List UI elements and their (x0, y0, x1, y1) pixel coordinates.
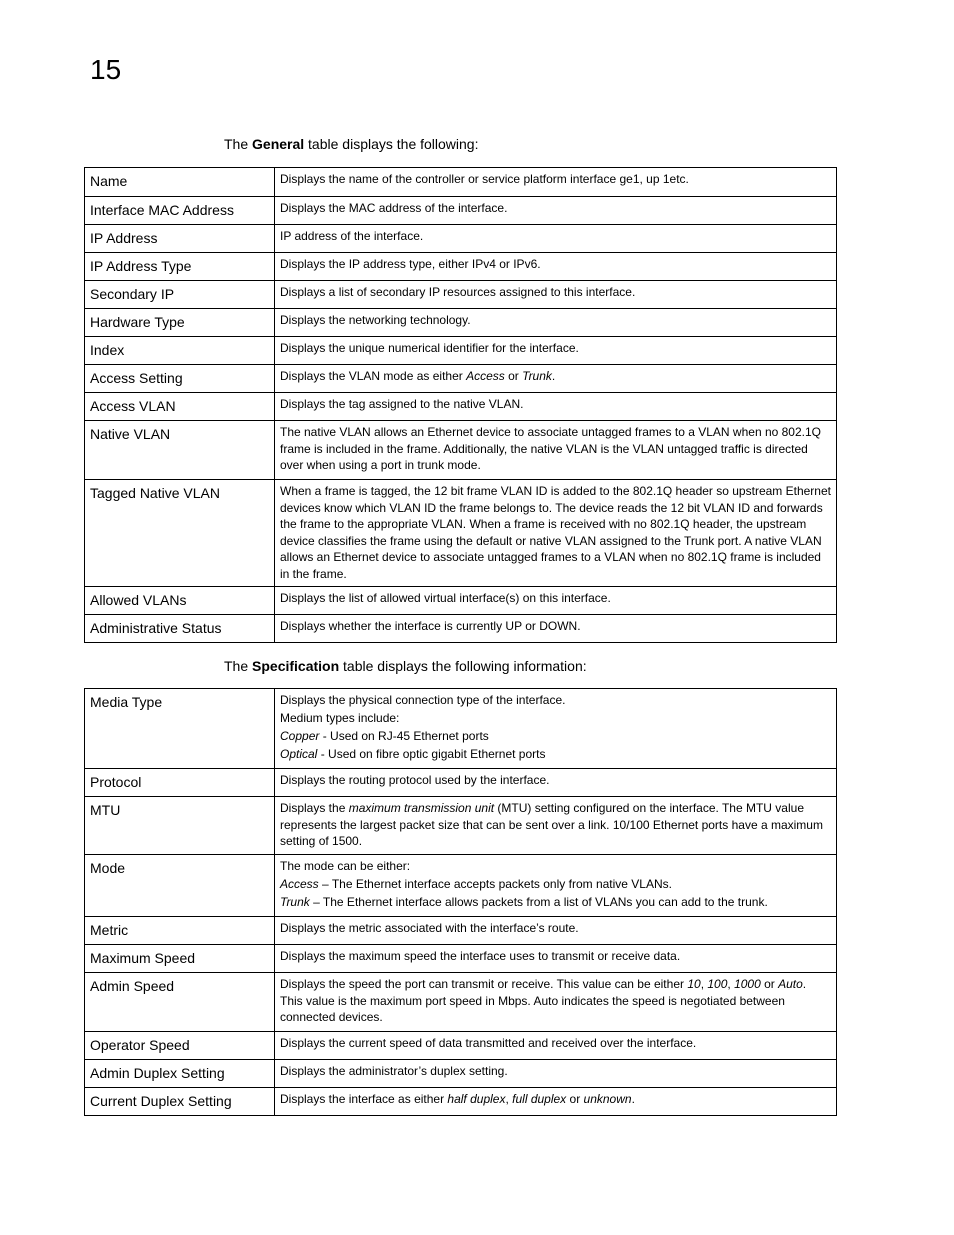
row-description: Displays the name of the controller or service platform interface ge1, up 1etc. (275, 168, 837, 197)
row-description (275, 1088, 837, 1116)
row-term: IP Address (85, 225, 275, 253)
table-row (85, 393, 837, 421)
desc-italic: unknown (583, 1092, 632, 1106)
row-description: Displays whether the interface is currently UP or DOWN. (275, 615, 837, 643)
table-row (85, 855, 837, 917)
desc-text: , (700, 977, 708, 991)
table-row (85, 480, 837, 587)
row-term: Media Type (85, 689, 275, 769)
row-term: Mode (85, 855, 275, 917)
row-description: Displays a list of secondary IP resources assigned to this interface. (275, 281, 837, 309)
desc-text: Displays the interface as either (280, 1092, 448, 1106)
desc-text: , (505, 1092, 513, 1106)
row-term: Administrative Status (85, 615, 275, 643)
table-row (85, 337, 837, 365)
row-description: Displays the MAC address of the interface. (275, 197, 837, 225)
row-description: When a frame is tagged, the 12 bit frame VLAN ID is added to the 802.1Q header so upstream Ethernet devices know which VLAN ID the frame belongs to. The device reads the 12 bit VLAN ID and forwards the frame to the appropriate VLAN. When a frame is received with no 802.1Q header, the upstream device classifies the frame using the default or native VLAN assigned to the Trunk port. A native VLAN allows an Ethernet device to associate untagged frames to a VLAN when no 802.1Q frame is included in the frame. (275, 480, 837, 587)
row-description: Displays the IP address type, either IPv4 or IPv6. (275, 253, 837, 281)
desc-line: The mode can be either: (280, 859, 411, 873)
row-description: Displays the unique numerical identifier for the interface. (275, 337, 837, 365)
row-term: Tagged Native VLAN (85, 480, 275, 587)
row-description: Displays the maximum speed the interface uses to transmit or receive data. (275, 945, 837, 973)
desc-text: , (727, 977, 735, 991)
row-term: Current Duplex Setting (85, 1088, 275, 1116)
desc-italic: half duplex (447, 1092, 506, 1106)
row-term: Secondary IP (85, 281, 275, 309)
row-term: Allowed VLANs (85, 587, 275, 615)
intro-prefix: The (224, 658, 249, 674)
intro-prefix: The (224, 136, 249, 152)
desc-text: Displays the (280, 801, 349, 815)
row-term: Interface MAC Address (85, 197, 275, 225)
row-description: Displays the administrator’s duplex setting. (275, 1060, 837, 1088)
row-term: Name (85, 168, 275, 197)
row-description: Displays the list of allowed virtual interface(s) on this interface. (275, 587, 837, 615)
desc-italic: Access (466, 369, 505, 383)
desc-text: – The Ethernet interface allows packets from a list of VLANs you can add to the trunk. (309, 895, 768, 909)
table-row (85, 797, 837, 855)
row-description: Displays the networking technology. (275, 309, 837, 337)
row-term: MTU (85, 797, 275, 855)
desc-text: . (551, 369, 556, 383)
row-term: Hardware Type (85, 309, 275, 337)
row-term: Operator Speed (85, 1032, 275, 1060)
intro-suffix: table displays the following: (308, 136, 479, 152)
table-row (85, 615, 837, 643)
table-row (85, 225, 837, 253)
row-description: Displays the tag assigned to the native VLAN. (275, 393, 837, 421)
desc-italic: Auto (778, 977, 803, 991)
row-description: The native VLAN allows an Ethernet device to associate untagged frames to a VLAN when no 802.1Q frame is included in the frame. Additionally, the native VLAN is the VLAN untagged traffic is directed over when using a port in trunk mode. (275, 421, 837, 480)
table-row (85, 769, 837, 797)
table-row (85, 945, 837, 973)
desc-text: Displays the VLAN mode as either (280, 369, 467, 383)
row-term: Protocol (85, 769, 275, 797)
table-row (85, 1032, 837, 1060)
table-row (85, 365, 837, 393)
desc-text: (MTU) setting configured on the interface. The MTU value represents the largest packet size that can be sent over a link. 10/100 Ethernet ports have a maximum setting of 1500. (280, 801, 823, 848)
row-term: Admin Duplex Setting (85, 1060, 275, 1088)
table-row (85, 281, 837, 309)
desc-line (280, 876, 831, 893)
row-term: Maximum Speed (85, 945, 275, 973)
row-description (275, 973, 837, 1032)
desc-italic: 100 (707, 977, 728, 991)
desc-line: Displays the physical connection type of the interface. (280, 693, 566, 707)
row-description (275, 365, 837, 393)
desc-italic: Optical (280, 747, 318, 761)
intro-suffix: table displays the following information: (343, 658, 587, 674)
specification-table-intro (224, 657, 587, 675)
desc-text: – The Ethernet interface accepts packets only from native VLANs. (318, 877, 672, 891)
row-term: Metric (85, 917, 275, 945)
desc-text: Displays the speed the port can transmit or receive. This value can be either (280, 977, 688, 991)
table-row (85, 309, 837, 337)
table-row (85, 587, 837, 615)
chapter-number: 15 (90, 54, 122, 85)
row-term: Admin Speed (85, 973, 275, 1032)
row-term: Native VLAN (85, 421, 275, 480)
row-description (275, 855, 837, 917)
row-term: Access Setting (85, 365, 275, 393)
table-row (85, 1088, 837, 1116)
row-term: IP Address Type (85, 253, 275, 281)
desc-text: - Used on fibre optic gigabit Ethernet ports (317, 747, 546, 761)
desc-line (280, 746, 831, 763)
table-row (85, 1060, 837, 1088)
desc-italic: 1000 (734, 977, 761, 991)
row-description: IP address of the interface. (275, 225, 837, 253)
row-term: Index (85, 337, 275, 365)
row-description (275, 797, 837, 855)
desc-text: or (566, 1092, 584, 1106)
general-table-intro (224, 135, 478, 153)
specification-table (84, 688, 837, 1116)
table-row (85, 421, 837, 480)
desc-line: Medium types include: (280, 711, 400, 725)
desc-italic: Copper (280, 729, 320, 743)
general-table (84, 167, 837, 643)
desc-text: or (504, 369, 523, 383)
row-term: Access VLAN (85, 393, 275, 421)
row-description: Displays the current speed of data transmitted and received over the interface. (275, 1032, 837, 1060)
desc-italic: 10 (687, 977, 701, 991)
desc-italic: Trunk (522, 369, 552, 383)
intro-table-name: Specification (252, 658, 340, 674)
table-row (85, 253, 837, 281)
desc-line (280, 894, 831, 911)
desc-text: - Used on RJ-45 Ethernet ports (319, 729, 489, 743)
desc-italic: maximum transmission unit (348, 801, 495, 815)
intro-table-name: General (252, 136, 305, 152)
row-description: Displays the metric associated with the interface’s route. (275, 917, 837, 945)
desc-text: or (760, 977, 779, 991)
desc-line (280, 728, 831, 745)
row-description (275, 689, 837, 769)
table-row (85, 917, 837, 945)
desc-italic: full duplex (512, 1092, 567, 1106)
desc-text: . This value is the maximum port speed in Mbps. Auto indicates the speed is negotiated between connected devices. (280, 977, 807, 1024)
table-row (85, 973, 837, 1032)
desc-text: . (631, 1092, 635, 1106)
desc-italic: Access (280, 877, 319, 891)
table-row (85, 168, 837, 197)
desc-italic: Trunk (280, 895, 310, 909)
row-description: Displays the routing protocol used by the interface. (275, 769, 837, 797)
table-row (85, 197, 837, 225)
table-row (85, 689, 837, 769)
